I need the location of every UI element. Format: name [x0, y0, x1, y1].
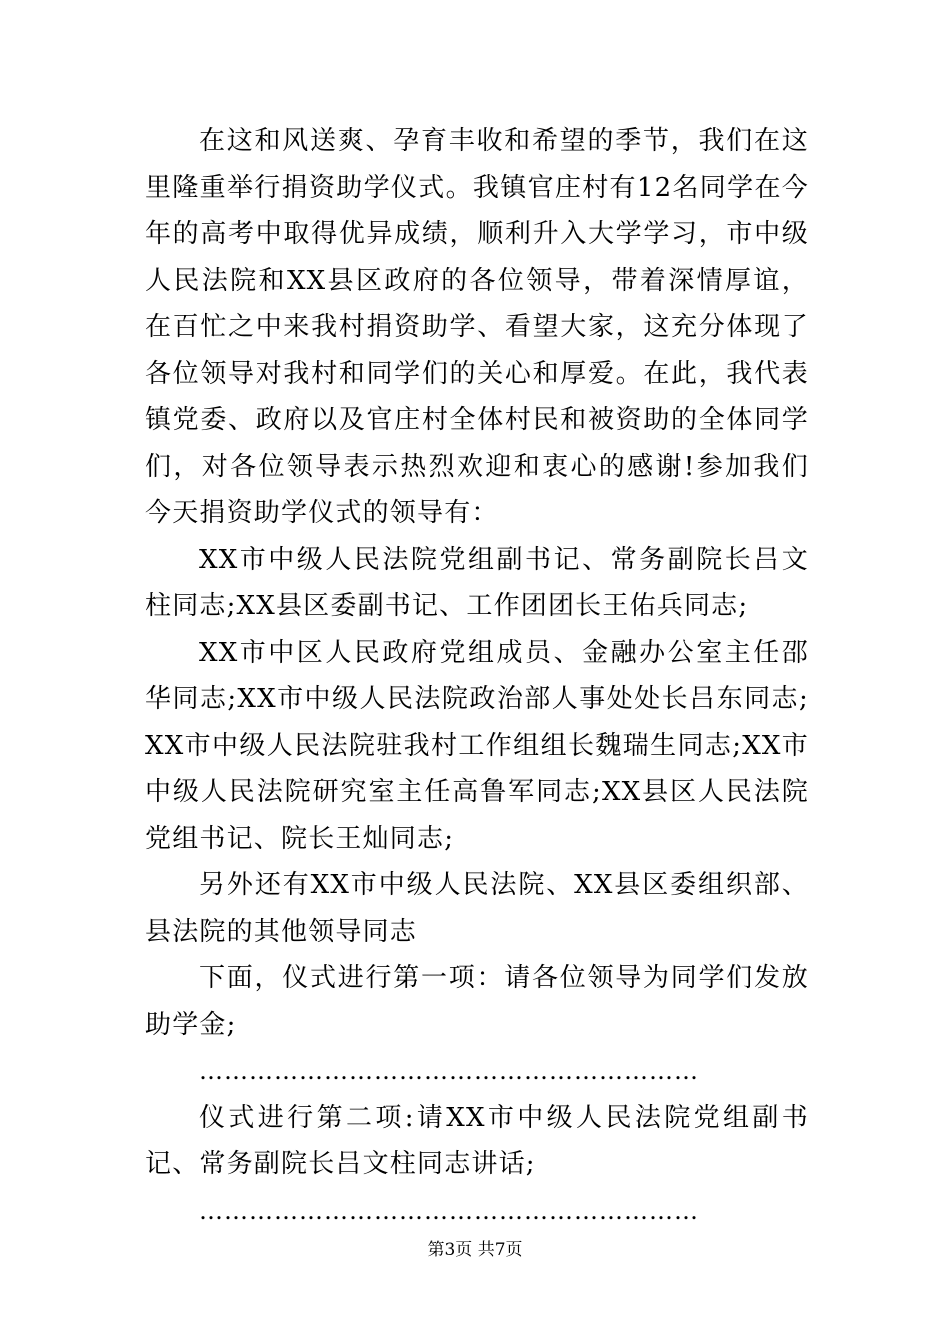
paragraph-leaders-1: XX市中级人民法院党组副书记、常务副院长吕文柱同志;XX县区委副书记、工作团团长王佑兵同志;	[145, 544, 809, 621]
paragraph-opening: 在这和风送爽、孕育丰收和希望的季节，我们在这里隆重举行捐资助学仪式。我镇官庄村有12名同学在今年的高考中取得优异成绩，顺利升入大学学习，市中级人民法院和XX县区政府的各位领导，带着深情厚谊，在百忙之中来我村捐资助学、看望大家，这充分体现了各位领导对我村和同学们的关心和厚爱。在此，我代表镇党委、政府以及官庄村全体村民和被资助的全体同学们，对各位领导表示热烈欢迎和衷心的感谢!参加我们今天捐资助学仪式的领导有：	[145, 126, 809, 528]
paragraph-leaders-2: XX市中区人民政府党组成员、金融办公室主任邵华同志;XX市中级人民法院政治部人事处处长吕东同志;XX市中级人民法院驻我村工作组组长魏瑞生同志;XX市中级人民法院研究室主任高鲁军同志;XX县区人民法院党组书记、院长王灿同志;	[145, 637, 809, 854]
ellipsis-divider-2: ……………………………………………………	[199, 1196, 699, 1225]
document-body	[145, 118, 809, 1234]
ellipsis-divider-1: ……………………………………………………	[199, 1057, 699, 1085]
paragraph-item-one: 下面，仪式进行第一项：请各位领导为同学们发放助学金;	[145, 963, 809, 1040]
page-number-footer: 第3页 共7页	[427, 1240, 523, 1260]
paragraph-item-two: 仪式进行第二项:请XX市中级人民法院党组副书记、常务副院长吕文柱同志讲话;	[145, 1102, 809, 1179]
paragraph-other-leaders: 另外还有XX市中级人民法院、XX县区委组织部、县法院的其他领导同志	[145, 870, 809, 947]
